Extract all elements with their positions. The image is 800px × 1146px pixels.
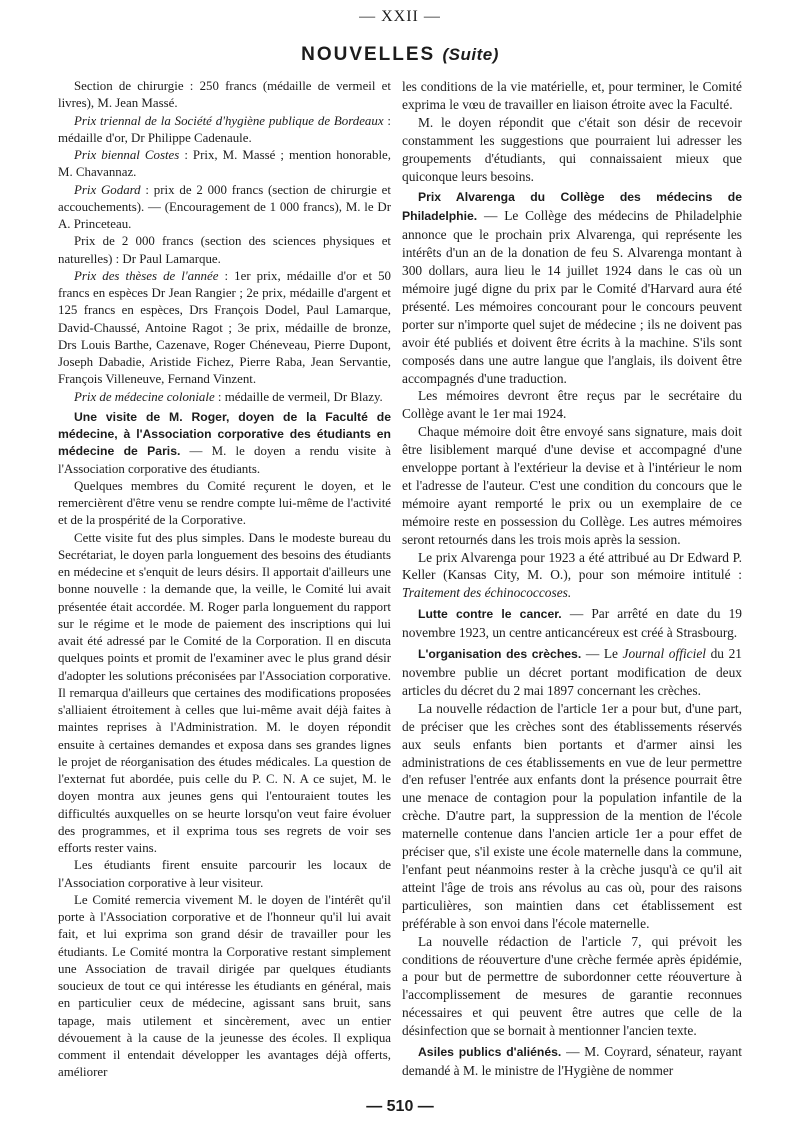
title-suite: (Suite) xyxy=(442,45,499,64)
prize-label: Prix des thèses de l'année xyxy=(74,268,219,283)
paragraph-text: : 1er prix, médaille d'or et 50 francs en espèces Dr Jean Rangier ; 2e prix, médaille d'argent et 125 francs en espèces, Drs François Dodel, Paul Lamarque, David-Chaussé, Antoine Ragot ; 3e prix, médaille de bronze, Drs Louis Barthe, Cazenave, Roger Chéneveau, Pierre Dupont, Joseph Dabadie, Aristide Fichez, Pierre Raba, Jean Servantie, François Villeneuve, Fernand Vinzent. xyxy=(58,268,392,387)
paragraph-text: Le prix Alvarenga pour 1923 a été attribué au Dr Edward P. Keller (Kansas City, M. O.), pour son mémoire intitulé : xyxy=(402,549,742,583)
paragraph-text: — M. le doyen a rendu visite à l'Association corporative des étudiants. xyxy=(58,444,391,476)
paragraph xyxy=(402,188,742,387)
roman-page-number: — XXII — xyxy=(359,8,441,25)
left-column xyxy=(58,78,391,1082)
paragraph xyxy=(58,182,391,234)
paragraph: Quelques membres du Comité reçurent le doyen, et le remercièrent d'être venu se rendre compte lui-même de l'activité et de la prospérité de la Corporative. xyxy=(58,478,391,528)
prize-label: Prix triennal de la Société d'hygiène publique de Bordeaux xyxy=(74,113,384,128)
paragraph xyxy=(402,1043,742,1080)
paragraph xyxy=(58,268,391,389)
paragraph: Prix de 2 000 francs (section des sciences physiques et naturelles) : Dr Paul Lamarque. xyxy=(58,234,391,266)
section-title xyxy=(0,44,800,66)
article-heading: Prix Alvarenga du Collège des médecins de Philadelphie. xyxy=(402,190,742,224)
paragraph: La nouvelle rédaction de l'article 1er a pour but, d'une part, de préciser que les crèches sont des établissements réservés aux seuls enfants bien portants et d'armer ainsi les administrations de ces établissements en vue de leur permettre d'en refuser l'entrée aux enfants dont la présence pourrait être une menace de contagion pour la population infantile de la crèche. D'autre part, la suppression de la mention de l'école maternelle contenue dans l'ancien article 1er a pour effet de préciser que, s'il existe une école maternelle dans la commune, l'enfant peut néanmoins rester à la crèche jusqu'à ce qu'il ait atteint l'âge de trois ans révolus au cas où, pour des raisons particulières, son maintien dans cet établissement est préférable à son envoi dans l'école maternelle. xyxy=(402,700,742,931)
paragraph: Les mémoires devront être reçus par le secrétaire du Collège avant le 1er mai 1924. xyxy=(402,388,742,422)
article-heading: Une visite de M. Roger, doyen de la Faculté de médecine, à l'Association corporative des étudiants en médecine de Paris. xyxy=(58,409,391,459)
title-text: NOUVELLES xyxy=(301,44,436,65)
paragraph xyxy=(58,389,391,406)
paragraph-text: : médaille de vermeil, Dr Blazy. xyxy=(214,389,383,404)
paragraph: M. le doyen répondit que c'était son désir de recevoir constamment les suggestions que pourraient lui adresser les groupements d'étudiants, qui connaissaient mieux que quiconque leurs besoins. xyxy=(402,114,742,184)
paragraph xyxy=(58,147,391,182)
article-heading: L'organisation des crèches. xyxy=(418,647,582,662)
paragraph: Le Comité remercia vivement M. le doyen de l'intérêt qu'il porte à l'Association corporative et de l'honneur qu'il lui avait fait, et lui exprima son grand désir de travailler pour les étudiants. Le Comité montra la Corporative restant simplement une Association de travail dirigée par quelques étudiants soucieux de tout ce qui intéresse les étudiants en général, mais en particulier ceux de médecine, agissant sans bruit, sans tapage, mais utilement et sincèrement, avec un entier dévouement à la cause de la jeunesse des écoles. Il expliqua comment il entendait développer les avantages déjà offerts, améliorer xyxy=(58,892,391,1080)
article-heading: Asiles publics d'aliénés. xyxy=(418,1045,562,1060)
article-heading: Lutte contre le cancer. xyxy=(418,607,562,622)
paragraph xyxy=(58,113,391,148)
paragraph-text: — Par arrêté en date du 19 novembre 1923, un centre anticancéreux est créé à Strasbourg. xyxy=(402,606,742,641)
paragraph: Section de chirurgie : 250 francs (médaille de vermeil et livres), M. Jean Massé. xyxy=(58,79,391,111)
paragraph xyxy=(402,645,742,700)
prize-label: Prix de médecine coloniale xyxy=(74,389,215,404)
paragraph: Les étudiants firent ensuite parcourir les locaux de l'Association corporative à leur visiteur. xyxy=(58,858,391,890)
prize-label: Prix biennal Costes xyxy=(74,148,180,162)
paragraph xyxy=(58,409,391,478)
paragraph: La nouvelle rédaction de l'article 7, qui prévoit les conditions de réouverture d'une crèche fermée après épidémie, a pour but de permettre de subordonner cette réouverture à l'accomplissement de mesures de garantie reconnues nécessaires et qui peuvent être autres que celle de la désinfection que se bornait à mentionner l'ancien texte. xyxy=(402,933,742,1039)
paragraph: Chaque mémoire doit être envoyé sans signature, mais doit être lisiblement marqué d'une devise et accompagné d'une enveloppe portant à l'extérieur la devise et à l'intérieur le nom et l'adresse de l'auteur. C'est une condition du concours que le mémoire ayant remporté le prix ou un exemplaire de ce mémoire reste en possession du Collège. Les autres mémoires seront retournés dans les trois mois après la session. xyxy=(402,424,742,547)
paragraph: les conditions de la vie matérielle, et, pour terminer, le Comité exprima le vœu de travailler en liaison étroite avec la Faculté. xyxy=(402,79,742,112)
paragraph xyxy=(402,605,742,642)
paragraph-text: : Prix, M. Massé ; mention honorable, M. Chavannaz. xyxy=(58,148,391,180)
memoir-title: Traitement des échinococcoses. xyxy=(402,585,572,601)
prize-label: Prix Godard xyxy=(74,182,141,197)
journal-name: Journal officiel xyxy=(622,646,706,662)
page-number: — 510 — xyxy=(366,1098,434,1115)
paragraph: Cette visite fut des plus simples. Dans le modeste bureau du Secrétariat, le doyen parla longuement des besoins des étudiants en médecine et s'enquit de leurs désirs. Il apportait d'ailleurs une bonne nouvelle : la demande que, la veille, le Comité lui avait présentée était accordée. M. Roger parla longuement du rapport sur le régime et le mode de paiement des inscriptions qui lui avait été adressé par le Comité de la Corporation. Il en discuta quelques points et promit de l'examiner avec le plus grand désir d'adopter les solutions préconisées par l'Association corporative. Il remarqua d'ailleurs que certaines des modifications proposées s'alliaient étroitement à celles que lui-même avait déjà faites à maintes reprises à l'Administration. M. le doyen répondit ensuite à certaines demandes et exposa dans ses grandes lignes le projet de réorganisation des études médicales. La question de l'externat fut abordée, puis celle du P. C. N. A ce sujet, M. le doyen montra aux jeunes gens qui l'entouraient toutes les difficultés auxquelles on se heurte lorsqu'on veut faire évoluer des programmes, et il exprima tous ses regrets de voir ses efforts rester vains. xyxy=(58,530,391,855)
paragraph-text: : médaille d'or, Dr Philippe Cadenaule. xyxy=(58,113,391,145)
right-column xyxy=(402,78,742,1080)
paragraph-text: du 21 novembre publie un décret portant modification de deux articles du décret du 2 mai 1897 concernant les crèches. xyxy=(402,646,742,698)
paragraph-text: — Le xyxy=(581,646,623,662)
paragraph-text: — Le Collège des médecins de Philadelphie annonce que le prochain prix Alvarenga, qui représente les intérêts d'un an de la donation de feu S. Alvarenga montant à 300 dollars, aura lieu le 14 juillet 1924 dans le cas où un mémoire jugé digne du prix par le Comité d'Harvard aura été présenté. Les mémoires concourant pour le concours peuvent porter sur n'importe quel sujet de médecine ; ils ne doivent pas avoir été publiés et doivent être écrits à la machine. S'ils sont composés dans une autre langue que l'anglais, ils doivent être accompagnés d'une traduction. xyxy=(402,208,742,386)
paragraph xyxy=(402,549,742,603)
paragraph-text: — M. Coyrard, sénateur, rayant demandé à M. le ministre de l'Hygiène de nommer xyxy=(402,1044,742,1078)
paragraph-text: : prix de 2 000 francs (section de chirurgie et accouchements). — (Encouragement de 1 000 francs), M. le Dr A. Princeteau. xyxy=(58,182,391,231)
